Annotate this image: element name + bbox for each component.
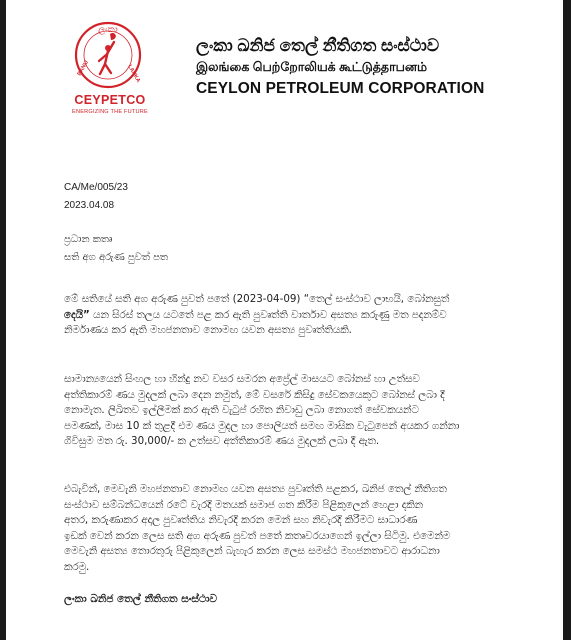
header-sinhala: ලංකා ඛනිජ තෙල් නීතිගත සංස්ථාව (196, 36, 440, 55)
paragraph-1-line-1: මේ සතියේ සති අග අරුණ පුවත් පතේ (2023-04-09) “තෙල් සංස්ථාව ලාභයි, බෝනසුත් (64, 293, 450, 305)
paragraph-3-line: අතර, කරුණාකර අදාල පුවෘත්තිය නිවැරදි කරන මෙන් සහ නිවැරදි කිරීමට සාධාරණ (64, 514, 418, 526)
paragraph-3-line: එබැවින්, මෙවැනි මහජනතාව නොමඟ යවන අසත්‍ය පුවෘත්ති පළකර, ඛනිජ තෙල් නීතිගත (64, 483, 447, 495)
paragraph-3-line: කරමු. (64, 560, 90, 573)
logo-tagline: ENERGIZING THE FUTURE (72, 109, 148, 115)
paragraph-1-line-2: දෙයි” යන සිරස් තලය යටතේ පළ කර ඇති පුවෘත්ති වාර්තාව අසත්‍ය කරුණු මත පදනම්ව (64, 308, 447, 321)
signature-organization: ලංකා ඛනිජ තෙල් නීතිගත සංස්ථාව (64, 593, 218, 605)
paragraph-1-line-3: නිර්මාණය කර ඇති මහජනතාව නොමඟ යවන අසත්‍ය පුවෘත්තියකි. (64, 324, 352, 336)
paragraph-2-line: අත්තිකාරම් ණය මුදලක් ලබා දෙන නමුත්, මේ වසරේ කිසිදු සේවකයෙකුට බෝනස් ලබා දී (64, 388, 445, 401)
paragraph-2-line: සාමාන්‍යයෙන් සිංහල හා හින්දු නව වසර සමරන අප්‍රේල් මාසයට බෝනස් හා උත්සව (64, 373, 420, 385)
paragraph-3-line: සංස්ථාව සම්බන්ධයෙන් රටේ වැරදි මතයක් සමාජ ගත කිරීම පිළිකුලෙන් හෙළා දකින (64, 498, 424, 511)
letter-page (6, 0, 563, 640)
logo-emblem-icon (58, 18, 158, 98)
paragraph-2-line: ගිවිසුම මත රු. 30,000/- ක උත්සව අත්තිකාරම් ණය මුදලක් ලබා දී ඇත. (64, 435, 380, 447)
header-tamil: இலங்கை பெற்றோலியக் கூட்டுத்தாபனம் (196, 60, 428, 74)
logo-brand-name: CEYPETCO (74, 93, 146, 107)
ceypetco-logo (58, 18, 158, 130)
recipient-publication: සති අග අරුණ පුවත් පත (64, 252, 169, 263)
logo-side-right: LANKA (126, 64, 142, 84)
recipient-title: ප්‍රධාන කතෘ (64, 234, 113, 245)
letter-date: 2023.04.08 (64, 200, 115, 211)
logo-side-left: BANIJ (76, 59, 90, 77)
header-english: CEYLON PETROLEUM CORPORATION (196, 80, 485, 97)
paragraph-3 (64, 482, 516, 575)
paragraph-3-line: මෙවැනි අසත්‍ය තොරතුරු පිළිකුලෙන් බැහැර කරන ලෙස සමස්ථ මහජනතාවට ආරාධනා (64, 545, 440, 557)
logo-arc-text: ලංකා (98, 25, 118, 35)
paragraph-2-line: නොමැත. ලිඛිතව ඉල්ලීමක් කර ඇති වැටුප් රහිත නිවාඩු ලබා නොගත් සේවකයන්ට (64, 404, 419, 416)
reference-number: CA/Me/005/23 (64, 182, 128, 193)
paragraph-1 (64, 292, 516, 339)
paragraph-2-line: පමණක්, මාස 10 ක් තුළදී එම ණය මුදල හා පොලියත් සමඟ මාසික වැටුපෙන් අයකර ගන්නා (64, 419, 460, 432)
paragraph-3-line: ඉඩක් වෙන් කරන ලෙස සති අග අරුණ පුවත් පතේ කතෘවරයාගෙන් ඉල්ලා සිටිමු. එමෙන්ම (64, 529, 451, 542)
paragraph-2 (64, 372, 516, 450)
